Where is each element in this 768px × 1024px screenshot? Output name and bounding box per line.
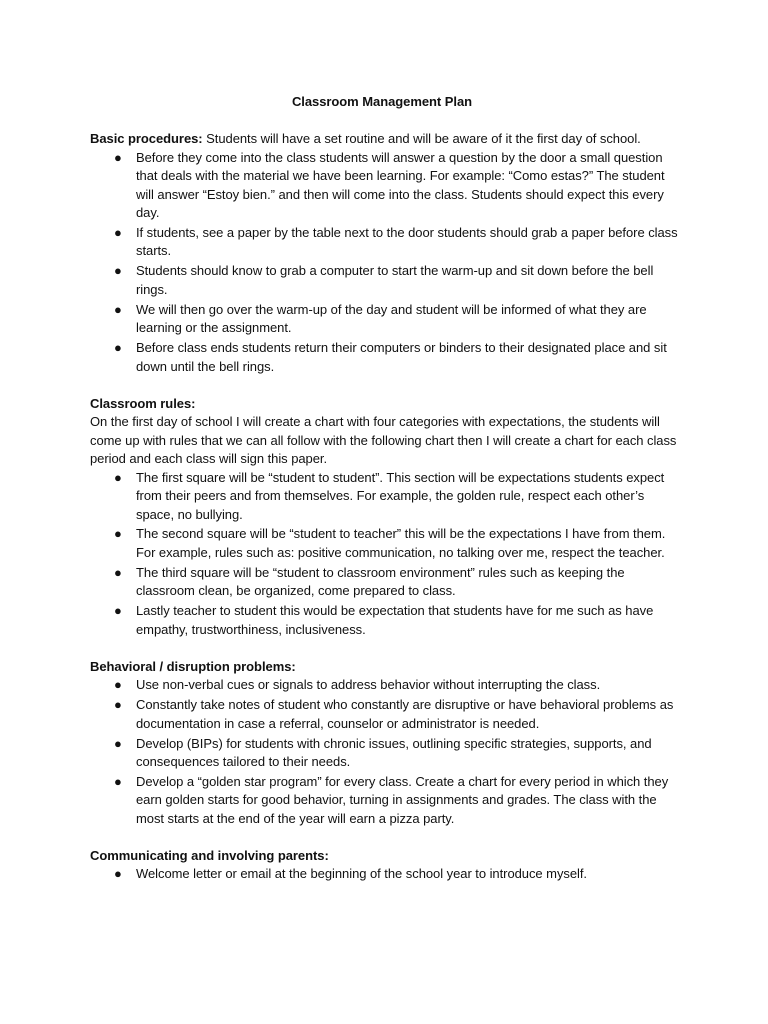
bullet-icon: ● bbox=[114, 677, 122, 693]
list-item bbox=[90, 865, 682, 884]
list-item-text: Develop (BIPs) for students with chronic issues, outlining specific strategies, supports, and consequences tailored to their needs. bbox=[136, 735, 652, 770]
section-behavioral-problems bbox=[90, 658, 682, 829]
bullet-icon: ● bbox=[114, 301, 122, 317]
list-item bbox=[90, 149, 682, 223]
bullet-icon: ● bbox=[114, 564, 122, 580]
section-basic-procedures bbox=[90, 130, 682, 376]
list-item bbox=[90, 564, 682, 601]
bullet-icon: ● bbox=[114, 224, 122, 240]
list-item bbox=[90, 224, 682, 261]
list-item-text: Constantly take notes of student who constantly are disruptive or have behavioral problems as documentation in case a referral, counselor or administrator is needed. bbox=[136, 697, 674, 731]
section-heading: Basic procedures: bbox=[90, 131, 203, 146]
list-item bbox=[90, 602, 682, 639]
list-item-text: If students, see a paper by the table next to the door students should grab a paper before class starts. bbox=[136, 224, 678, 259]
list-item bbox=[90, 696, 682, 733]
bullet-icon: ● bbox=[114, 773, 122, 789]
section-heading: Behavioral / disruption problems: bbox=[90, 658, 296, 674]
list-item bbox=[90, 339, 682, 376]
bullet-icon: ● bbox=[114, 697, 122, 713]
section-intro bbox=[90, 130, 682, 149]
list-item-text: Lastly teacher to student this would be expectation that students have for me such as have empathy, trustworthiness, inclusiveness. bbox=[136, 603, 654, 637]
list-item-text: We will then go over the warm-up of the day and student will be informed of what they are learning or the assignment. bbox=[136, 301, 647, 336]
bullet-icon: ● bbox=[114, 149, 122, 165]
bullet-list bbox=[90, 469, 682, 640]
document-body bbox=[90, 93, 682, 902]
list-item bbox=[90, 301, 682, 338]
list-item bbox=[90, 469, 682, 525]
section-heading: Classroom rules: bbox=[90, 395, 196, 411]
bullet-icon: ● bbox=[114, 340, 122, 356]
list-item-text: Use non-verbal cues or signals to address behavior without interrupting the class. bbox=[136, 677, 601, 693]
list-item-text: Before class ends students return their computers or binders to their designated place and sit down until the bell rings. bbox=[136, 340, 667, 374]
list-item-text: The third square will be “student to classroom environment” rules such as keeping the classroom clean, be organized, come prepared to class. bbox=[136, 564, 625, 599]
bullet-icon: ● bbox=[114, 603, 122, 619]
bullet-icon: ● bbox=[114, 263, 122, 279]
list-item-text: Students should know to grab a computer to start the warm-up and sit down before the bell rings. bbox=[136, 263, 654, 297]
list-item-text: Welcome letter or email at the beginning of the school year to introduce myself. bbox=[136, 866, 587, 882]
list-item-text: The first square will be “student to student”. This section will be expectations students expect from their peers and from themselves. For example, the golden rule, respect each other’s space, no bullying. bbox=[136, 469, 665, 522]
list-item bbox=[90, 525, 682, 562]
section-classroom-rules bbox=[90, 395, 682, 640]
bullet-icon: ● bbox=[114, 735, 122, 751]
section-intro-text: Students will have a set routine and will be aware of it the first day of school. bbox=[202, 131, 641, 146]
list-item-text: The second square will be “student to teacher” this will be the expectations I have from them. For example, rules such as: positive communication, no talking over me, respect the teacher. bbox=[136, 526, 666, 560]
list-item bbox=[90, 773, 682, 829]
bullet-list bbox=[90, 676, 682, 828]
section-heading: Communicating and involving parents: bbox=[90, 847, 329, 863]
bullet-list bbox=[90, 149, 682, 377]
section-communicating-parents bbox=[90, 847, 682, 884]
list-item-text: Develop a “golden star program” for every class. Create a chart for every period in which they earn golden starts for good behavior, turning in assignments and grades. The class with the most starts at the end of the year will earn a pizza party. bbox=[136, 773, 669, 826]
bullet-icon: ● bbox=[114, 866, 122, 882]
list-item bbox=[90, 262, 682, 299]
bullet-list bbox=[90, 865, 682, 884]
list-item bbox=[90, 676, 682, 695]
bullet-icon: ● bbox=[114, 469, 122, 485]
page-title: Classroom Management Plan bbox=[291, 94, 473, 109]
bullet-icon: ● bbox=[114, 526, 122, 542]
section-paragraph: On the first day of school I will create a chart with four categories with expectations, the students will come up with rules that we can all follow with the following chart then I will create a chart for each class period and each class will sign this paper. bbox=[90, 414, 677, 467]
list-item bbox=[90, 735, 682, 772]
list-item-text: Before they come into the class students will answer a question by the door a small question that deals with the material we have been learning. For example: “Como estas?” The student will answer “Estoy bien.” and then will come into the class. Students should expect this every day. bbox=[136, 149, 665, 220]
